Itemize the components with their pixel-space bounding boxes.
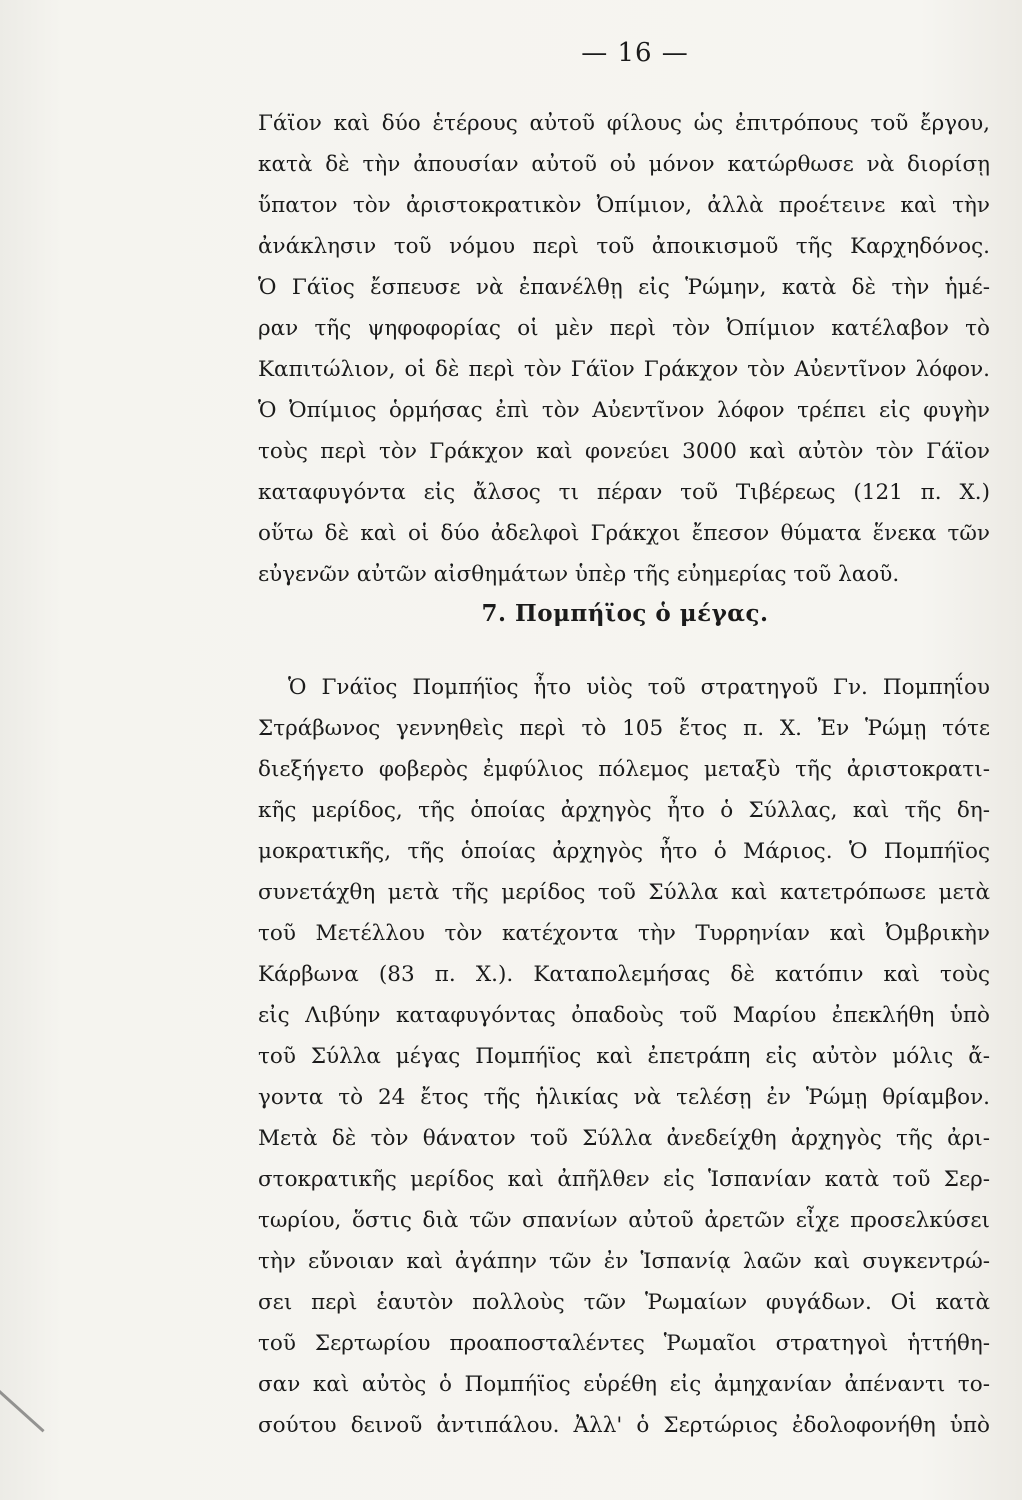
text-line: Ὁ Ὀπίμιος ὁρμήσας ἐπὶ τὸν Αὐεντῖνον λόφον τρέπει εἰς φυγὴν xyxy=(258,398,990,423)
page-number: — 16 — xyxy=(581,38,689,68)
text-line: τοῦ Μετέλλου τὸν κατέχοντα τὴν Τυρρηνίαν καὶ Ὀμβρικὴν xyxy=(258,921,990,946)
text-line: σει περὶ ἑαυτὸν πολλοὺς τῶν Ῥωμαίων φυγάδων. Οἱ κατὰ xyxy=(258,1290,990,1315)
page-crease-mark xyxy=(0,1390,45,1432)
paragraph-gracchi xyxy=(258,103,990,595)
text-line: γοντα τὸ 24 ἔτος τῆς ἡλικίας νὰ τελέσῃ ἐν Ῥώμῃ θρίαμβον. xyxy=(258,1085,990,1110)
text-line: Μετὰ δὲ τὸν θάνατον τοῦ Σύλλα ἀνεδείχθη ἀρχηγὸς τῆς ἀρι- xyxy=(258,1126,990,1151)
text-line: τωρίου, ὅστις διὰ τῶν σπανίων αὐτοῦ ἀρετῶν εἶχε προσελκύσει xyxy=(258,1208,990,1233)
text-line: Ὁ Γνάϊος Πομπήϊος ἦτο υἱὸς τοῦ στρατηγοῦ Γν. Πομπηΐου xyxy=(288,675,990,700)
text-line: καταφυγόντα εἰς ἄλσος τι πέραν τοῦ Τιβέρεως (121 π. Χ.) xyxy=(258,480,990,505)
text-line: τοῦ Σερτωρίου προαποσταλέντες Ῥωμαῖοι στρατηγοὶ ἡττήθη- xyxy=(258,1331,990,1356)
text-line: διεξήγετο φοβερὸς ἐμφύλιος πόλεμος μεταξὺ τῆς ἀριστοκρατι- xyxy=(258,757,990,782)
text-line: ἀνάκλησιν τοῦ νόμου περὶ τοῦ ἀποικισμοῦ τῆς Καρχηδόνος. xyxy=(258,234,990,259)
text-line: τοὺς περὶ τὸν Γράκχον καὶ φονεύει 3000 καὶ αὐτὸν τὸν Γάϊον xyxy=(258,439,990,464)
text-line: εἰς Λιβύην καταφυγόντας ὀπαδοὺς τοῦ Μαρίου ἐπεκλήθη ὑπὸ xyxy=(258,1003,990,1028)
text-line: σούτου δεινοῦ ἀντιπάλου. Ἀλλ' ὁ Σερτώριος ἐδολοφονήθη ὑπὸ xyxy=(258,1413,990,1438)
text-line: κατὰ δὲ τὴν ἀπουσίαν αὐτοῦ οὐ μόνον κατώρθωσε νὰ διορίσῃ xyxy=(258,152,990,177)
text-line: τοῦ Σύλλα μέγας Πομπήϊος καὶ ἐπετράπη εἰς αὐτὸν μόλις ἄ- xyxy=(258,1044,990,1069)
text-line: συνετάχθη μετὰ τῆς μερίδος τοῦ Σύλλα καὶ κατετρόπωσε μετὰ xyxy=(258,880,990,905)
text-line: Κάρβωνα (83 π. Χ.). Καταπολεμήσας δὲ κατόπιν καὶ τοὺς xyxy=(258,962,990,987)
text-line: Καπιτώλιον, οἱ δὲ περὶ τὸν Γάϊον Γράκχον τὸν Αὐεντῖνον λόφον. xyxy=(258,357,990,382)
text-line: οὕτω δὲ καὶ οἱ δύο ἀδελφοὶ Γράκχοι ἔπεσον θύματα ἕνεκα τῶν xyxy=(258,521,990,546)
text-line: στοκρατικῆς μερίδος καὶ ἀπῆλθεν εἰς Ἱσπανίαν κατὰ τοῦ Σερ- xyxy=(258,1167,990,1192)
section-heading: 7. Πομπήϊος ὁ μέγας. xyxy=(481,600,769,627)
text-line: κῆς μερίδος, τῆς ὁποίας ἀρχηγὸς ἦτο ὁ Σύλλας, καὶ τῆς δη- xyxy=(258,798,990,823)
text-line: ραν τῆς ψηφοφορίας οἱ μὲν περὶ τὸν Ὀπίμιον κατέλαβον τὸ xyxy=(258,316,990,341)
text-line: Ὁ Γάϊος ἔσπευσε νὰ ἐπανέλθῃ εἰς Ῥώμην, κατὰ δὲ τὴν ἡμέ- xyxy=(258,275,990,300)
text-line: Στράβωνος γεννηθεὶς περὶ τὸ 105 ἔτος π. Χ. Ἐν Ῥώμῃ τότε xyxy=(258,716,990,741)
text-line: σαν καὶ αὐτὸς ὁ Πομπήϊος εὑρέθη εἰς ἀμηχανίαν ἀπέναντι το- xyxy=(258,1372,990,1397)
text-line: ὕπατον τὸν ἀριστοκρατικὸν Ὀπίμιον, ἀλλὰ προέτεινε καὶ τὴν xyxy=(258,193,990,218)
paragraph-pompey xyxy=(258,667,990,1446)
text-line: εὐγενῶν αὐτῶν αἰσθημάτων ὑπὲρ τῆς εὐημερίας τοῦ λαοῦ. xyxy=(258,562,900,587)
text-line: Γάϊον καὶ δύο ἑτέρους αὐτοῦ φίλους ὡς ἐπιτρόπους τοῦ ἔργου, xyxy=(258,111,990,136)
text-line: τὴν εὔνοιαν καὶ ἀγάπην τῶν ἐν Ἱσπανίᾳ λαῶν καὶ συγκεντρώ- xyxy=(258,1249,990,1274)
text-line: μοκρατικῆς, τῆς ὁποίας ἀρχηγὸς ἦτο ὁ Μάριος. Ὁ Πομπήϊος xyxy=(258,839,990,864)
